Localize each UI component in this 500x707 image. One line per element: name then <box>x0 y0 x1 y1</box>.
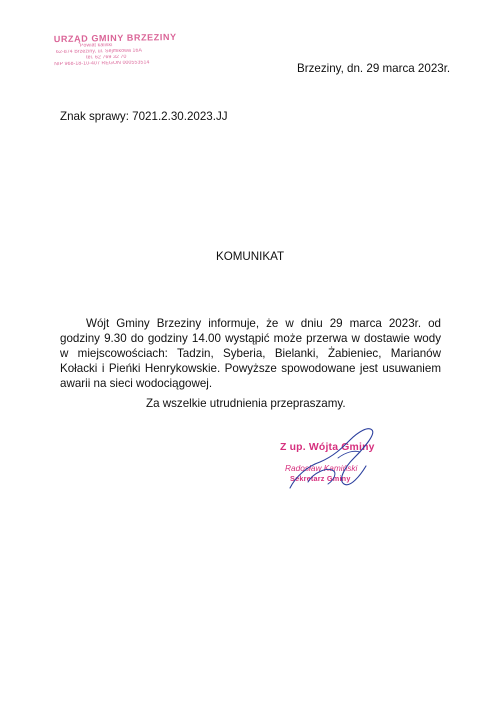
document-heading: KOMUNIKAT <box>215 250 285 263</box>
stamp-line-1: Powiat kaliski <box>79 42 113 49</box>
signatory-role: Sekretarz Gminy <box>290 474 351 483</box>
handwritten-signature <box>268 418 388 508</box>
stamp-line-3: tel. 62 769 32 70 <box>86 54 127 61</box>
stamp-office-name: URZĄD GMINY BRZEZINY <box>53 31 177 45</box>
office-stamp <box>54 32 179 68</box>
signature-stroke-1 <box>290 429 373 488</box>
signature-on-behalf-line: Z up. Wójta Gminy <box>280 442 375 453</box>
case-reference: Znak sprawy: 7021.2.30.2023.JJ <box>60 110 228 123</box>
stamp-line-4: NIP 968-18-10-407 REGON 000553514 <box>54 60 150 68</box>
closing-apology: Za wszelkie utrudnienia przepraszamy. <box>146 397 346 410</box>
place-and-date: Brzeziny, dn. 29 marca 2023r. <box>297 62 451 75</box>
signatory-name: Radosław Kamiński <box>285 463 358 473</box>
announcement-body: Wójt Gminy Brzeziny informuje, że w dniu 29 marca 2023r. od godziny 9.30 do godziny 14.00 wystąpić może przerwa w dostawie wody w miejscowościach: Tadzin, Syberia, Bielanki, Żabieniec, Marianów Kołacki i Pieńki Henrykowskie. Powyższe spowodowane jest usuwaniem awarii na sieci wodociągowej. <box>60 317 441 390</box>
signature-stroke-2 <box>308 470 335 485</box>
stamp-line-2: 62-874 Brzeziny, ul. Sejmikowa 16A <box>55 48 143 56</box>
